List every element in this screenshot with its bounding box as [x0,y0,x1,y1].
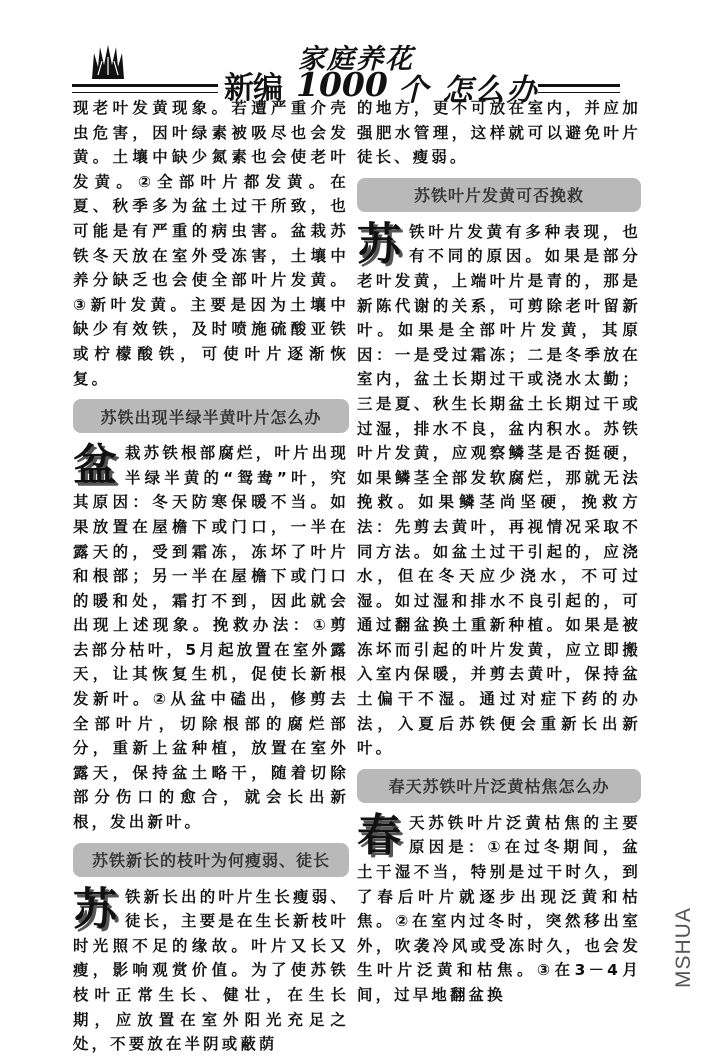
title-suffix: 个 怎么办 [398,73,539,108]
watermark: MSHUA [672,907,695,988]
section-body [357,220,641,761]
left-column [73,96,349,1057]
header-rule-left [72,84,218,93]
paragraph: 栽苏铁根部腐烂，叶片出现半绿半黄的“鸳鸯”叶，究其原因：冬天防寒保暖不当。如果放置在屋檐下或门口，一半在露天的，受到霜冻，冻坏了叶片和根部；另一半在屋檐下或门口的暖和处，霜打不到，因此就会出现上述现象。挽救办法：①剪去部分枯叶，5月起放置在室外露天，让其恢复生机，促使长新根发新叶。②从盆中磕出，修剪去全部叶片，切除根部的腐烂部分，重新上盆种植，放置在室外露天，保持盆土略干，随着切除部分伤口的愈合，就会长出新根，发出新叶。 [73,444,349,832]
section-heading: 春天苏铁叶片泛黄枯焦怎么办 [357,769,641,803]
paragraph: 铁叶片发黄有多种表现，也有不同的原因。如果是部分老叶发黄，上端叶片是青的，那是新陈代谢的关系，可剪除老叶留新叶。如果是全部叶片发黄，其原因：一是受过霜冻；二是冬季放在室内，盆土长期过干或浇水太勤；三是夏、秋生长期盆土长期过干或过湿，排水不良，盆内积水。苏铁叶片发黄，应观察鳞茎是否挺硬，如果鳞茎全部发软腐烂，那就无法挽救。如果鳞茎尚坚硬，挽救方法：先剪去黄叶，再视情况采取不同方法。如盆土过干引起的，应浇水，但在冬天应少浇水，不可过湿。如过湿和排水不良引起的，可通过翻盆换土重新种植。如果是被冻坏而引起的叶片发黄，应立即搬入室内保暖，并剪去黄叶，保持盆土偏干不湿。通过对症下药的办法，入夏后苏铁便会重新长出新叶。 [357,222,641,758]
title-subtitle: 家庭养花 [298,44,414,75]
right-column [357,96,641,1008]
drop-cap: 苏 [73,883,117,935]
paragraph: 的地方，更不可放在室内，并应加强肥水管理，这样就可以避免叶片徒长、瘦弱。 [357,99,641,167]
section-body [73,441,349,835]
drop-cap: 盆 [73,440,117,492]
section-heading: 苏铁叶片发黄可否挽救 [357,178,641,212]
paragraph: 现老叶发黄现象。若遭严重介壳虫危害，因叶绿素被吸尽也会发黄。土壤中缺少氮素也会使老叶发黄。②全部叶片都发黄。在夏、秋季多为盆土过干所致，也可能是有严重的病虫害。盆栽苏铁冬天放在室外受冻害，土壤中养分缺乏也会使全部叶片发黄。③新叶发黄。主要是因为土壤中缺少有效铁，及时喷施硫酸亚铁或柠檬酸铁，可使叶片逐渐恢复。 [73,99,349,388]
page-header [60,35,620,108]
paragraph: 铁新长出的叶片生长瘦弱、徒长，主要是在生长新枝叶时光照不足的缘故。叶片又长又瘦，影响观赏价值。为了使苏铁枝叶正常生长、健壮，在生长期，应放置在室外阳光充足之处，不要放在半阴或蔽荫 [73,887,349,1054]
section-heading: 苏铁新长的枝叶为何瘦弱、徒长 [73,843,349,877]
drop-cap: 苏 [357,218,401,270]
section-body [357,811,641,1008]
header-rule-right [538,84,620,93]
paragraph: 天苏铁叶片泛黄枯焦的主要原因是：①在过冬期间，盆土干湿不当，特别是过干时久，到了春后叶片就逐步出现泛黄和枯焦。②在室内过冬时，突然移出室外，吹袭冷风或受冻时久，也会发生叶片泛黄和枯焦。③在3－4月间，过早地翻盆换 [357,813,641,1004]
title-number: 1000 [296,65,388,104]
section-heading: 苏铁出现半绿半黄叶片怎么办 [73,399,349,433]
title-prefix: 新编 [224,71,282,106]
section-body [73,885,349,1057]
drop-cap: 春 [357,809,401,861]
plant-icon [88,43,128,83]
